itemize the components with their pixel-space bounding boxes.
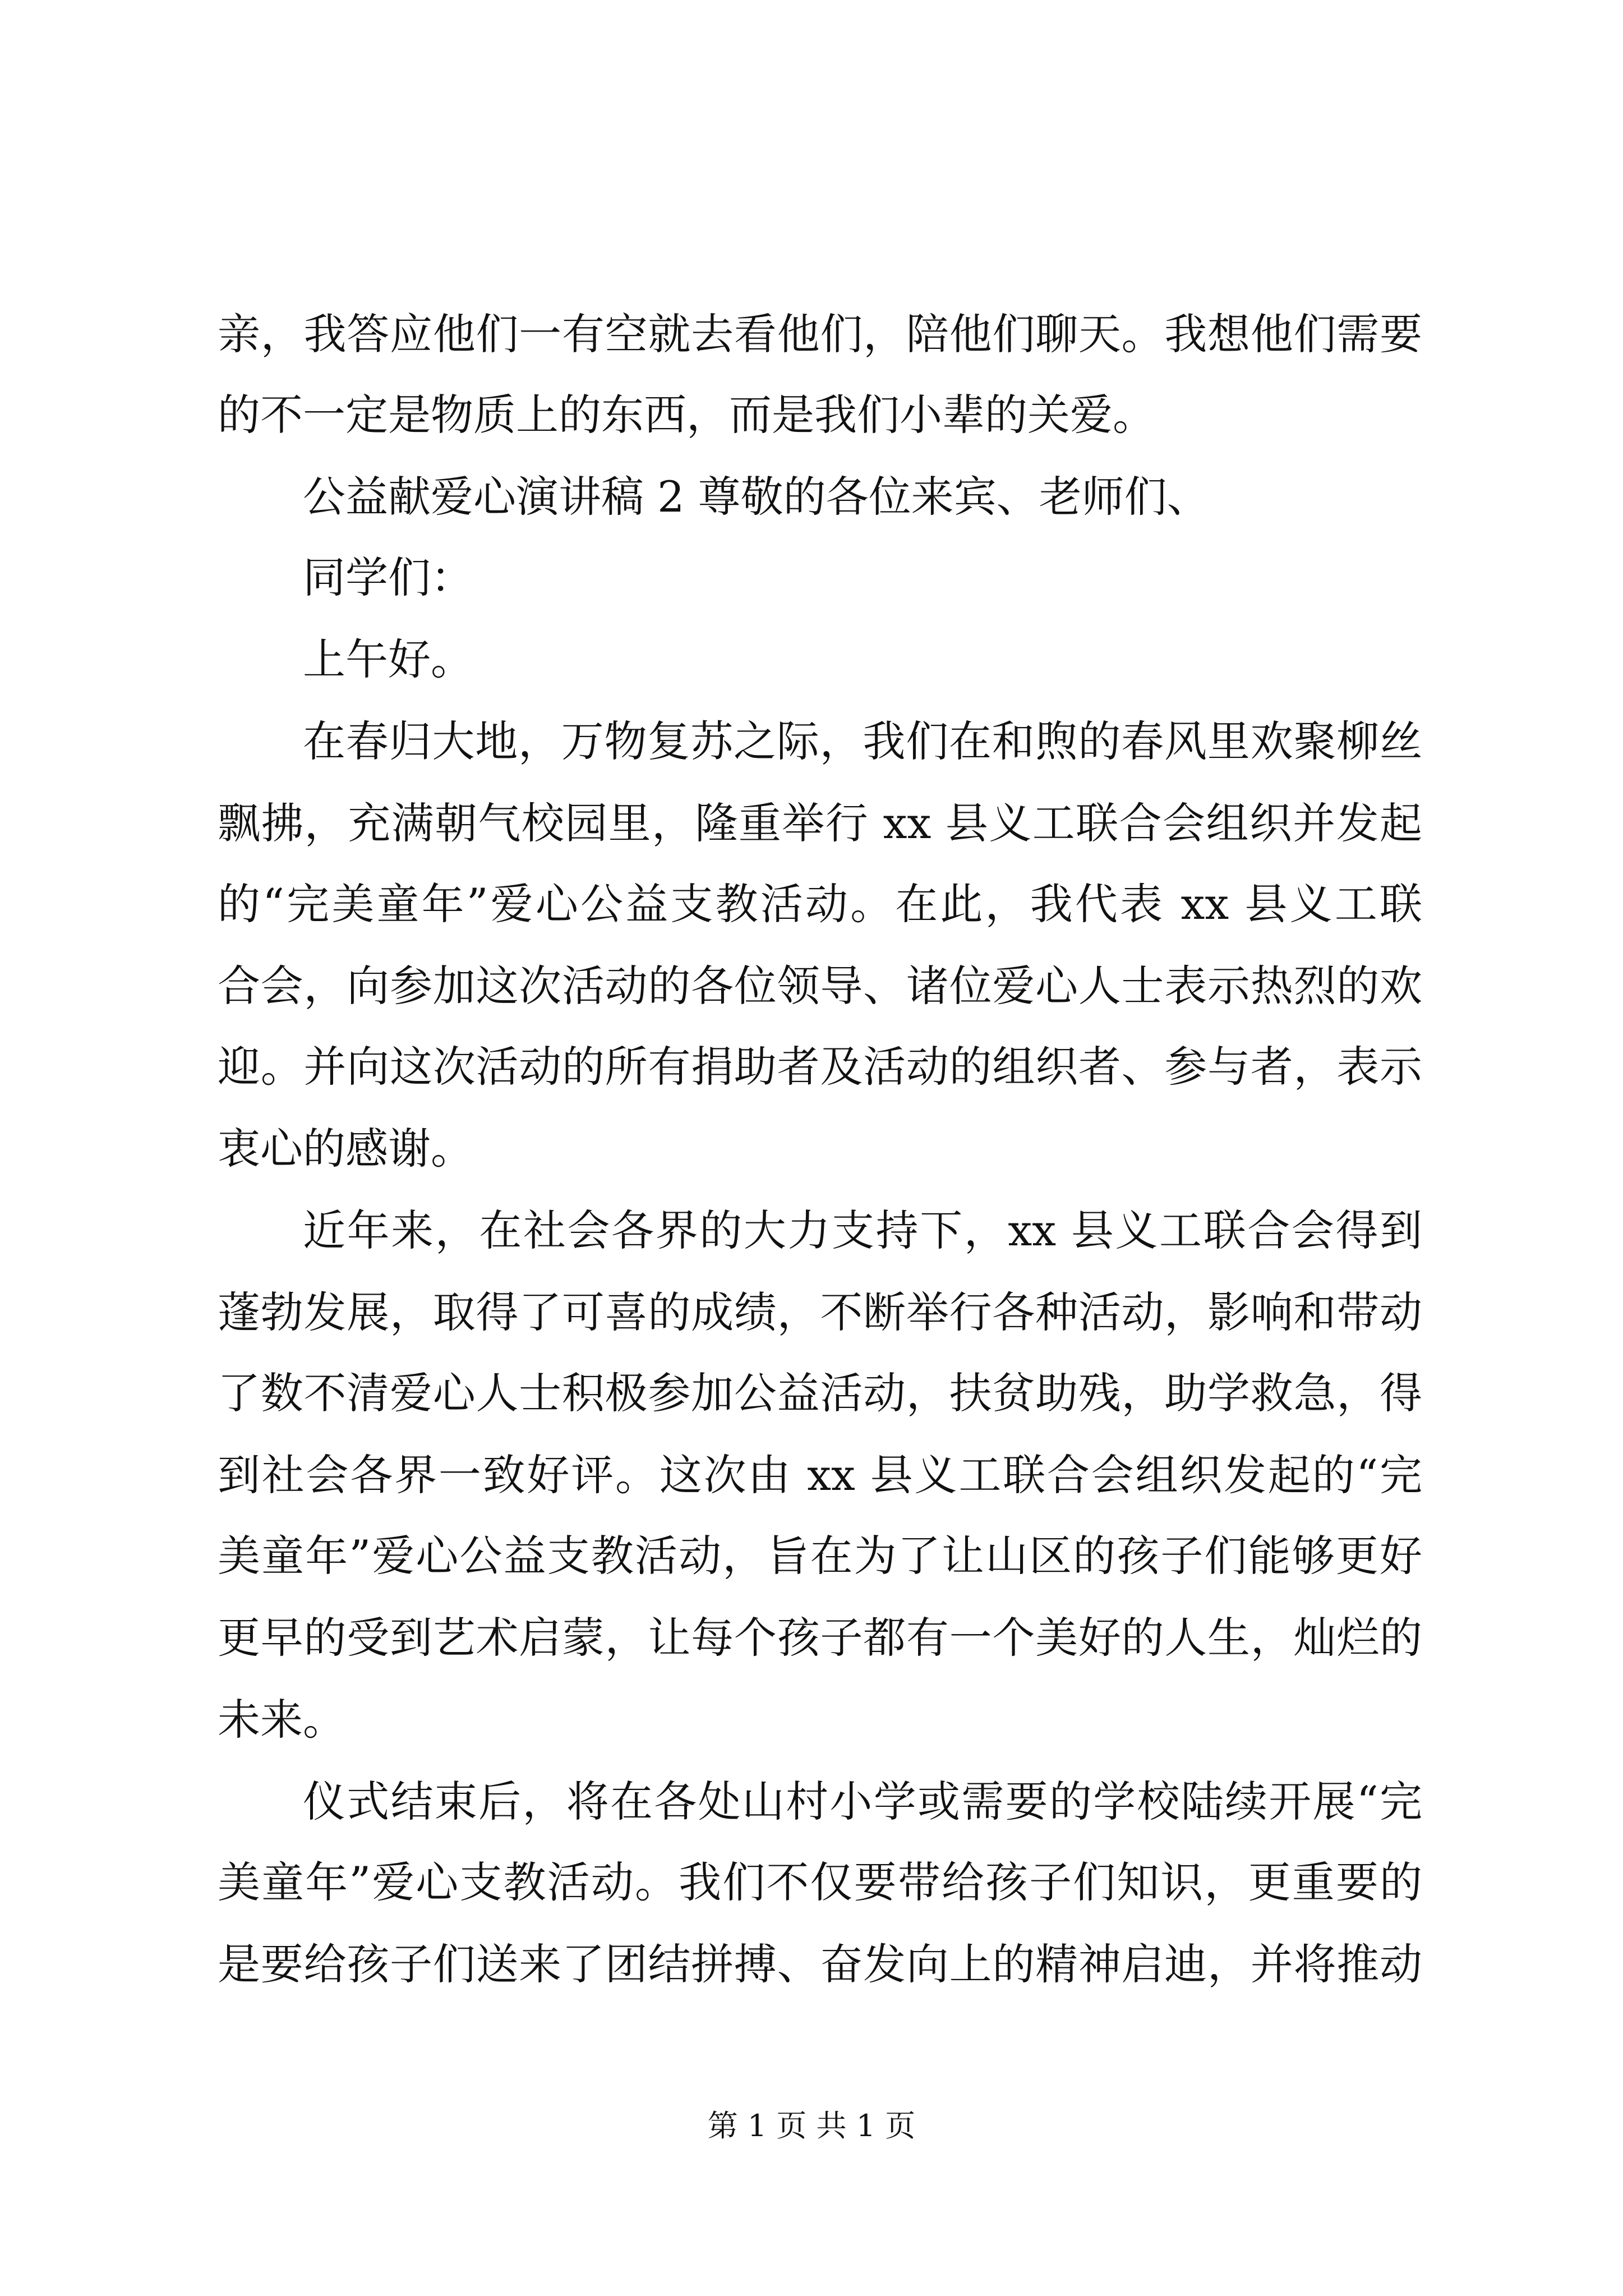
page-footer: 第 1 页 共 1 页 bbox=[707, 2108, 916, 2143]
body-text-line: 蓬勃发展，取得了可喜的成绩，不断举行各种活动，影响和带动 bbox=[218, 1287, 1422, 1337]
body-text-line: 是要给孩子们送来了团结拼搏、奋发向上的精神启迪，并将推动 bbox=[218, 1939, 1422, 1989]
body-text-line: 到社会各界一致好评。这次由 xx 县义工联合会组织发起的“完 bbox=[218, 1450, 1422, 1500]
body-text-line: 近年来，在社会各界的大力支持下，xx 县义工联合会得到 bbox=[303, 1205, 1422, 1255]
body-text-line: 的“完美童年”爱心公益支教活动。在此，我代表 xx 县义工联 bbox=[218, 879, 1422, 929]
body-text-line: 未来。 bbox=[218, 1695, 345, 1745]
body-text-line: 上午好。 bbox=[303, 634, 473, 684]
body-text-line: 仪式结束后，将在各处山村小学或需要的学校陆续开展“完 bbox=[303, 1777, 1422, 1826]
body-text-line: 更早的受到艺术启蒙，让每个孩子都有一个美好的人生，灿烂的 bbox=[218, 1613, 1422, 1663]
body-text-line: 衷心的感谢。 bbox=[218, 1124, 473, 1174]
body-text-line: 的不一定是物质上的东西，而是我们小辈的关爱。 bbox=[218, 390, 1155, 440]
body-text-line: 亲，我答应他们一有空就去看他们，陪他们聊天。我想他们需要 bbox=[218, 309, 1422, 359]
body-text-line: 美童年”爱心公益支教活动，旨在为了让山区的孩子们能够更好 bbox=[218, 1531, 1422, 1581]
body-text-line: 飘拂，充满朝气校园里，隆重举行 xx 县义工联合会组织并发起 bbox=[218, 798, 1422, 848]
body-text-line: 同学们： bbox=[303, 553, 473, 602]
body-text-line: 了数不清爱心人士积极参加公益活动，扶贫助残，助学救急，得 bbox=[218, 1368, 1422, 1418]
body-text-line: 迎。并向这次活动的所有捐助者及活动的组织者、参与者，表示 bbox=[218, 1042, 1422, 1092]
body-text-line: 美童年”爱心支教活动。我们不仅要带给孩子们知识，更重要的 bbox=[218, 1857, 1422, 1907]
body-text-line: 公益献爱心演讲稿 2 尊敬的各位来宾、老师们、 bbox=[303, 472, 1210, 522]
body-text-line: 合会，向参加这次活动的各位领导、诸位爱心人士表示热烈的欢 bbox=[218, 961, 1422, 1011]
body-text-line: 在春归大地，万物复苏之际，我们在和煦的春风里欢聚柳丝 bbox=[303, 716, 1422, 766]
